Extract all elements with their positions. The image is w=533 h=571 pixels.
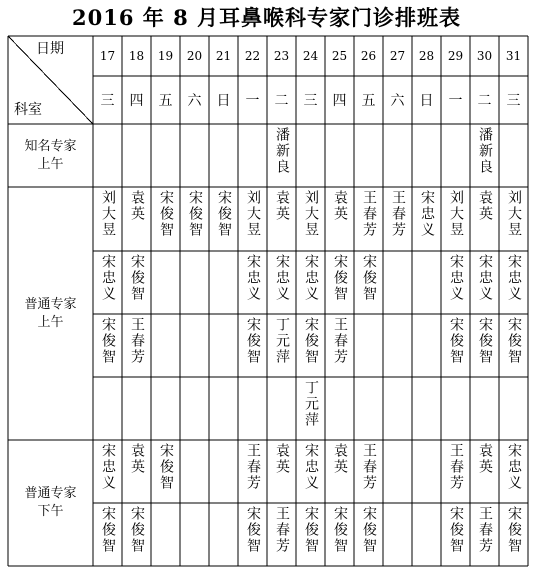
doctor-cell — [180, 440, 209, 503]
doctor-name: 宋俊智 — [129, 506, 145, 554]
doctor-name: 丁元萍 — [274, 317, 290, 365]
doctor-cell — [122, 314, 151, 377]
doctor-name: 袁英 — [332, 443, 348, 475]
doctor-cell — [151, 503, 180, 566]
doctor-cell — [441, 440, 470, 503]
doctor-name: 宋忠义 — [100, 254, 116, 302]
doctor-cell — [209, 377, 238, 440]
weekday-cell: 日 — [419, 93, 434, 109]
doctor-name: 宋俊智 — [158, 443, 174, 491]
doctor-cell — [296, 377, 325, 440]
doctor-cell — [151, 251, 180, 314]
section-label — [8, 124, 93, 187]
doctor-cell — [122, 377, 151, 440]
doctor-name: 宋忠义 — [506, 443, 522, 491]
doctor-name: 宋俊智 — [506, 317, 522, 365]
doctor-cell — [354, 377, 383, 440]
doctor-cell — [354, 251, 383, 314]
date-cell: 30 — [476, 49, 493, 63]
doctor-cell — [470, 314, 499, 377]
doctor-cell — [180, 503, 209, 566]
doctor-cell — [122, 503, 151, 566]
weekday-cell: 六 — [187, 93, 202, 109]
doctor-cell — [383, 440, 412, 503]
doctor-name: 宋忠义 — [245, 254, 261, 302]
doctor-cell — [354, 124, 383, 187]
doctor-name: 刘大昱 — [506, 190, 522, 238]
weekday-cell: 三 — [100, 93, 115, 109]
date-cell: 31 — [505, 49, 522, 63]
doctor-cell — [325, 503, 354, 566]
doctor-cell — [151, 377, 180, 440]
weekday-cell: 四 — [332, 93, 347, 109]
section-label — [8, 440, 93, 566]
doctor-name: 宋忠义 — [303, 443, 319, 491]
doctor-cell — [93, 251, 122, 314]
doctor-name: 宋俊智 — [332, 506, 348, 554]
doctor-cell — [499, 314, 528, 377]
doctor-cell — [499, 251, 528, 314]
weekday-cell: 二 — [274, 93, 289, 109]
date-cell: 24 — [302, 49, 319, 63]
weekday-cell: 四 — [129, 93, 144, 109]
doctor-cell — [209, 187, 238, 251]
doctor-cell — [296, 187, 325, 251]
doctor-cell — [180, 187, 209, 251]
doctor-cell — [354, 187, 383, 251]
date-cell: 20 — [186, 49, 203, 63]
doctor-cell — [499, 440, 528, 503]
doctor-name: 王春芳 — [274, 506, 290, 554]
doctor-cell — [238, 251, 267, 314]
date-cell: 17 — [99, 49, 116, 63]
doctor-cell — [267, 187, 296, 251]
doctor-cell — [383, 503, 412, 566]
doctor-cell — [499, 124, 528, 187]
date-cell: 19 — [157, 49, 174, 63]
doctor-name: 宋忠义 — [477, 254, 493, 302]
doctor-cell — [151, 124, 180, 187]
weekday-cell: 三 — [303, 93, 318, 109]
doctor-cell — [325, 440, 354, 503]
doctor-cell — [209, 251, 238, 314]
doctor-cell — [238, 187, 267, 251]
date-cell: 18 — [128, 49, 145, 63]
doctor-cell — [238, 377, 267, 440]
doctor-cell — [267, 503, 296, 566]
doctor-name: 丁元萍 — [303, 380, 319, 428]
date-cell: 27 — [389, 49, 406, 63]
doctor-cell — [412, 251, 441, 314]
doctor-cell — [441, 314, 470, 377]
doctor-name: 宋俊智 — [448, 506, 464, 554]
doctor-cell — [383, 314, 412, 377]
doctor-cell — [412, 503, 441, 566]
weekday-cell: 一 — [448, 93, 463, 109]
doctor-name: 刘大昱 — [303, 190, 319, 238]
doctor-cell — [325, 124, 354, 187]
doctor-name: 王春芳 — [448, 443, 464, 491]
doctor-name: 王春芳 — [390, 190, 406, 238]
doctor-cell — [325, 314, 354, 377]
doctor-cell — [499, 503, 528, 566]
doctor-name: 宋俊智 — [245, 506, 261, 554]
doctor-cell — [122, 187, 151, 251]
doctor-cell — [122, 251, 151, 314]
doctor-name: 潘新良 — [274, 127, 290, 175]
section-label — [8, 187, 93, 440]
page-title: 2016 年 8 月耳鼻喉科专家门诊排班表 — [72, 5, 461, 30]
doctor-cell — [267, 377, 296, 440]
doctor-cell — [470, 377, 499, 440]
doctor-cell — [383, 124, 412, 187]
section-label-line: 上午 — [37, 314, 64, 330]
doctor-name: 宋俊智 — [361, 254, 377, 302]
department-header-label: 科室 — [14, 102, 42, 118]
doctor-name: 宋俊智 — [303, 506, 319, 554]
doctor-name: 宋忠义 — [274, 254, 290, 302]
doctor-name: 宋忠义 — [100, 443, 116, 491]
doctor-cell — [383, 187, 412, 251]
doctor-name: 王春芳 — [129, 317, 145, 365]
doctor-cell — [267, 251, 296, 314]
doctor-cell — [470, 124, 499, 187]
doctor-cell — [209, 503, 238, 566]
section-label-line: 下午 — [37, 504, 64, 519]
doctor-name: 宋俊智 — [332, 254, 348, 302]
doctor-cell — [238, 314, 267, 377]
doctor-cell — [354, 503, 383, 566]
doctor-cell — [93, 503, 122, 566]
doctor-name: 宋俊智 — [129, 254, 145, 302]
doctor-name: 刘大昱 — [100, 190, 116, 238]
doctor-name: 宋忠义 — [303, 254, 319, 302]
doctor-cell — [151, 440, 180, 503]
doctor-cell — [470, 187, 499, 251]
doctor-cell — [209, 314, 238, 377]
doctor-name: 袁英 — [129, 190, 145, 222]
doctor-name: 宋俊智 — [448, 317, 464, 365]
doctor-cell — [470, 440, 499, 503]
doctor-name: 袁英 — [274, 190, 290, 222]
doctor-cell — [354, 440, 383, 503]
weekday-cell: 五 — [158, 93, 173, 109]
date-cell: 25 — [331, 49, 348, 63]
doctor-name: 宋俊智 — [187, 190, 203, 238]
doctor-cell — [151, 187, 180, 251]
doctor-cell — [325, 251, 354, 314]
doctor-cell — [441, 377, 470, 440]
doctor-cell — [209, 124, 238, 187]
doctor-cell — [93, 314, 122, 377]
doctor-name: 王春芳 — [332, 317, 348, 365]
doctor-name: 宋俊智 — [361, 506, 377, 554]
weekday-cell: 三 — [506, 93, 521, 109]
doctor-cell — [238, 440, 267, 503]
section-label-line: 普通专家 — [24, 486, 77, 501]
doctor-cell — [470, 251, 499, 314]
doctor-cell — [93, 187, 122, 251]
doctor-cell — [151, 314, 180, 377]
doctor-name: 宋俊智 — [158, 190, 174, 238]
doctor-cell — [441, 124, 470, 187]
doctor-cell — [180, 314, 209, 377]
weekday-cell: 一 — [245, 93, 260, 109]
doctor-name: 王春芳 — [361, 443, 377, 491]
doctor-cell — [470, 503, 499, 566]
doctor-name: 刘大昱 — [448, 190, 464, 238]
doctor-cell — [412, 187, 441, 251]
doctor-name: 袁英 — [332, 190, 348, 222]
doctor-cell — [180, 377, 209, 440]
doctor-cell — [441, 503, 470, 566]
doctor-cell — [441, 187, 470, 251]
doctor-cell — [267, 314, 296, 377]
date-cell: 29 — [447, 49, 464, 63]
doctor-cell — [412, 440, 441, 503]
date-cell: 22 — [244, 49, 261, 63]
doctor-name: 宋俊智 — [303, 317, 319, 365]
doctor-name: 袁英 — [477, 443, 493, 475]
doctor-cell — [412, 124, 441, 187]
doctor-cell — [296, 251, 325, 314]
date-cell: 26 — [360, 49, 377, 63]
doctor-name: 宋忠义 — [506, 254, 522, 302]
date-cell: 23 — [273, 49, 290, 63]
doctor-name: 宋俊智 — [216, 190, 232, 238]
date-cell: 21 — [215, 49, 232, 63]
doctor-cell — [296, 314, 325, 377]
doctor-cell — [267, 124, 296, 187]
doctor-name: 王春芳 — [245, 443, 261, 491]
doctor-cell — [180, 124, 209, 187]
doctor-cell — [499, 187, 528, 251]
doctor-cell — [296, 440, 325, 503]
doctor-cell — [93, 124, 122, 187]
doctor-name: 王春芳 — [361, 190, 377, 238]
weekday-cell: 五 — [361, 93, 376, 109]
weekday-cell: 二 — [477, 93, 492, 109]
doctor-name: 袁英 — [477, 190, 493, 222]
doctor-name: 宋俊智 — [100, 317, 116, 365]
doctor-cell — [209, 440, 238, 503]
doctor-cell — [238, 124, 267, 187]
doctor-name: 袁英 — [274, 443, 290, 475]
doctor-cell — [383, 251, 412, 314]
doctor-name: 宋忠义 — [448, 254, 464, 302]
date-header-label: 日期 — [36, 41, 64, 57]
doctor-name: 刘大昱 — [245, 190, 261, 238]
doctor-name: 宋俊智 — [100, 506, 116, 554]
doctor-cell — [412, 314, 441, 377]
doctor-cell — [325, 187, 354, 251]
doctor-name: 宋俊智 — [245, 317, 261, 365]
doctor-name: 潘新良 — [477, 127, 493, 175]
doctor-cell — [267, 440, 296, 503]
doctor-cell — [441, 251, 470, 314]
doctor-cell — [296, 503, 325, 566]
section-label-line: 上午 — [37, 156, 64, 172]
doctor-cell — [180, 251, 209, 314]
section-label-line: 普通专家 — [24, 296, 77, 312]
doctor-cell — [93, 377, 122, 440]
section-label-line: 知名专家 — [24, 138, 77, 154]
doctor-cell — [412, 377, 441, 440]
date-cell: 28 — [418, 49, 435, 63]
doctor-name: 宋俊智 — [477, 317, 493, 365]
doctor-cell — [93, 440, 122, 503]
doctor-cell — [325, 377, 354, 440]
doctor-cell — [296, 124, 325, 187]
doctor-cell — [354, 314, 383, 377]
doctor-name: 宋俊智 — [506, 506, 522, 554]
doctor-cell — [122, 440, 151, 503]
weekday-cell: 六 — [390, 93, 405, 109]
doctor-cell — [122, 124, 151, 187]
doctor-cell — [383, 377, 412, 440]
weekday-cell: 日 — [216, 93, 231, 109]
doctor-cell — [238, 503, 267, 566]
doctor-name: 袁英 — [129, 443, 145, 475]
doctor-cell — [499, 377, 528, 440]
doctor-name: 宋忠义 — [419, 190, 435, 238]
doctor-name: 王春芳 — [477, 506, 493, 554]
